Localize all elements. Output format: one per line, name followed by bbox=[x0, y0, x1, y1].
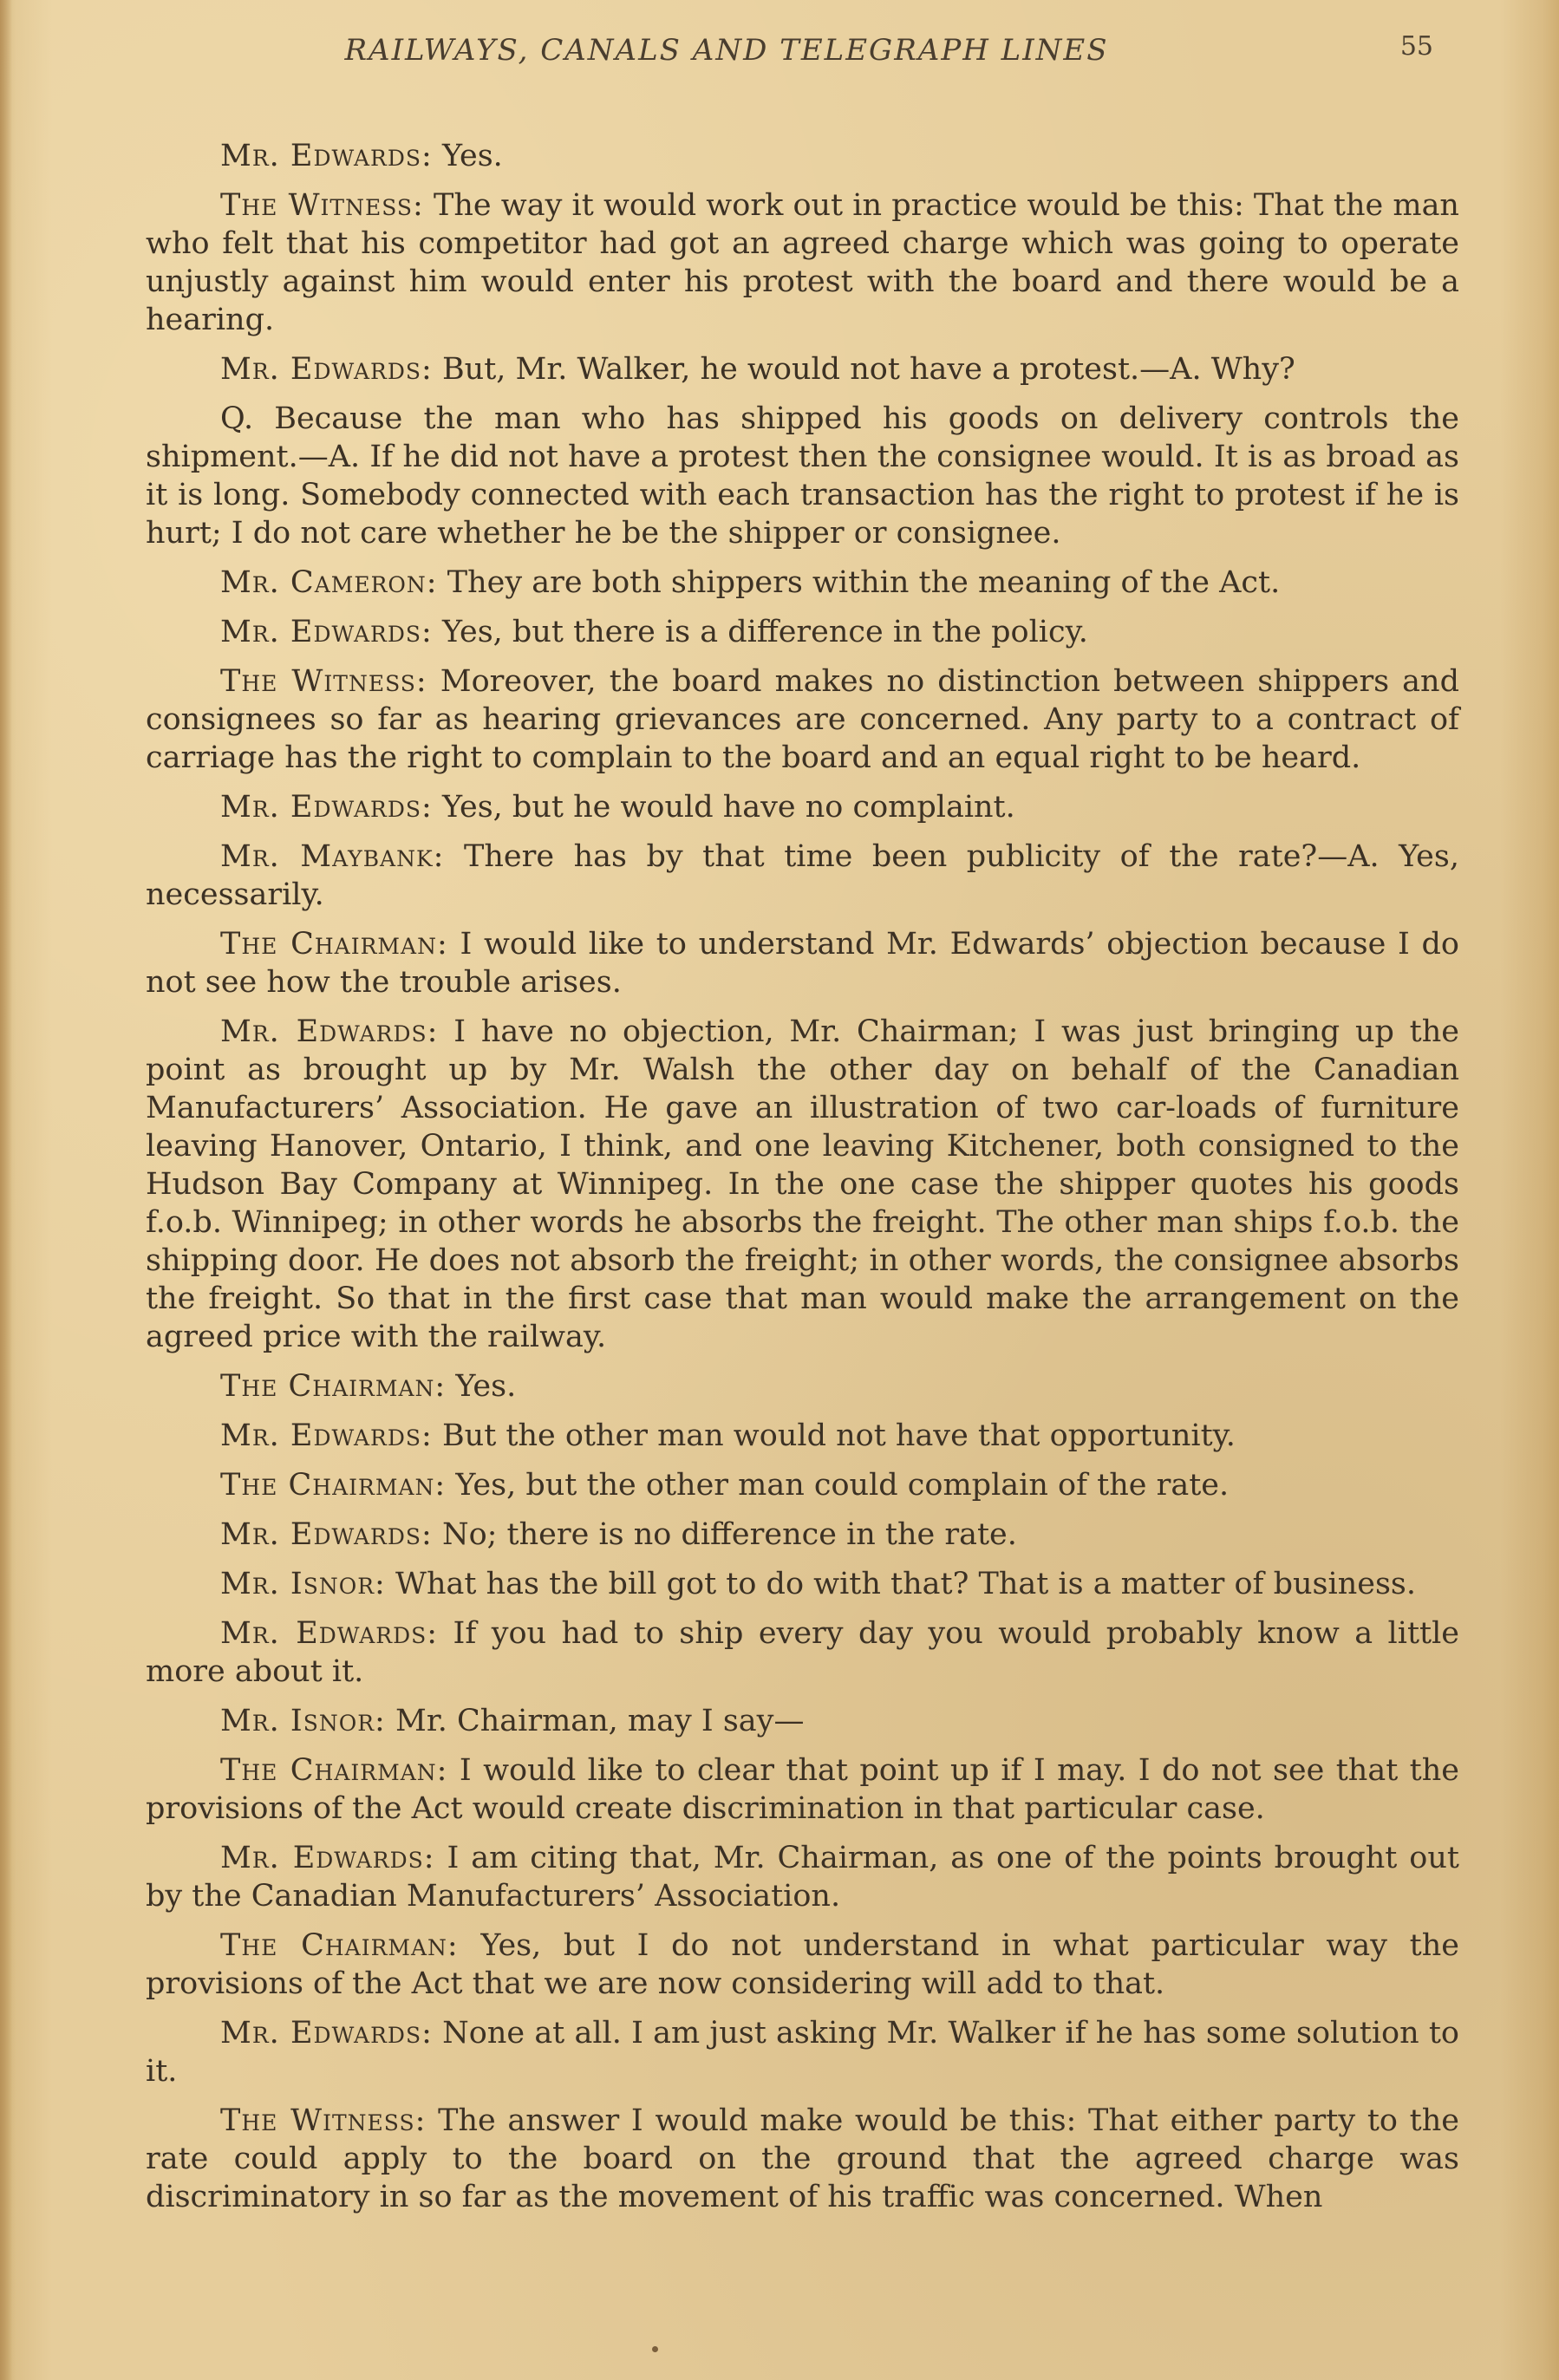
page-number: 55 bbox=[1399, 31, 1433, 62]
transcript-paragraph bbox=[146, 1751, 1459, 1828]
transcript-paragraph bbox=[146, 925, 1459, 1001]
transcript-paragraph bbox=[146, 1839, 1459, 1915]
speaker-label: Mr. Edwards: bbox=[220, 1014, 439, 1049]
paragraph-text: The way it would work out in practice would be this: That the man who felt that his competitor had got an agreed charge which was going to operate unjustly against him would enter his protest with the board and there would be a hearing. bbox=[146, 188, 1459, 337]
paragraph-text: No; there is no difference in the rate. bbox=[441, 1517, 1017, 1552]
paragraph-text: I would like to clear that point up if I may. I do not see that the provisions of the Act would create discrimination in that particular case. bbox=[146, 1753, 1459, 1826]
transcript-paragraph bbox=[146, 2014, 1459, 2090]
transcript-paragraph bbox=[146, 1565, 1459, 1603]
transcript-paragraph bbox=[146, 564, 1459, 602]
transcript-paragraph bbox=[146, 1013, 1459, 1356]
speaker-label: Mr. Edwards: bbox=[220, 139, 433, 173]
running-head: RAILWAYS, CANALS AND TELEGRAPH LINES bbox=[344, 33, 1109, 68]
speaker-label: The Witness: bbox=[220, 2103, 427, 2138]
transcript-paragraph bbox=[146, 838, 1459, 914]
paragraph-text: I am citing that, Mr. Chairman, as one of the points brought out by the Canadian Manufacturers’ Association. bbox=[146, 1841, 1459, 1914]
transcript-paragraph bbox=[146, 1516, 1459, 1554]
speaker-label: The Witness: bbox=[220, 188, 424, 223]
speaker-label: The Chairman: bbox=[220, 1468, 447, 1503]
paragraph-text: There has by that time been publicity of the rate?—A. Yes, necessarily. bbox=[146, 839, 1459, 912]
speaker-label: The Chairman: bbox=[220, 1928, 459, 1963]
transcript-paragraph bbox=[146, 137, 1459, 175]
document-page bbox=[146, 31, 1459, 2227]
paragraph-text: The answer I would make would be this: That either party to the rate could apply to the board on the ground that the agreed charge was discriminatory in so far as the movement of his traffic was concerned. When bbox=[146, 2103, 1459, 2214]
page-edge-shadow bbox=[0, 0, 12, 2380]
transcript-paragraph bbox=[146, 186, 1459, 339]
paragraph-text: Q. Because the man who has shipped his goods on delivery controls the shipment.—A. If he did not have a protest then the consignee would. It is as broad as it is long. Somebody connected with each transaction has the right to protest if he is hurt; I do not care whether he be the shipper or consignee. bbox=[146, 401, 1459, 551]
page-header bbox=[146, 31, 1459, 83]
speaker-label: Mr. Edwards: bbox=[220, 2016, 433, 2051]
transcript-paragraph bbox=[146, 1367, 1459, 1405]
speaker-label: The Chairman: bbox=[220, 927, 448, 962]
paragraph-text: But the other man would not have that opportunity. bbox=[441, 1418, 1236, 1453]
transcript-paragraph bbox=[146, 1927, 1459, 2003]
speaker-label: Mr. Edwards: bbox=[220, 1517, 433, 1552]
paragraph-text: I would like to understand Mr. Edwards’ objection because I do not see how the trouble arises. bbox=[146, 927, 1459, 1000]
speaker-label: Mr. Edwards: bbox=[220, 790, 433, 825]
speaker-label: Mr. Cameron: bbox=[220, 565, 438, 600]
speaker-label: The Chairman: bbox=[220, 1753, 448, 1788]
transcript-paragraph bbox=[146, 400, 1459, 552]
paragraph-text: Mr. Chairman, may I say— bbox=[395, 1704, 805, 1738]
paragraph-text: None at all. I am just asking Mr. Walker if he has some solution to it. bbox=[146, 2016, 1459, 2089]
transcript-paragraph bbox=[146, 662, 1459, 777]
transcript-paragraph bbox=[146, 788, 1459, 826]
speaker-label: Mr. Isnor: bbox=[220, 1704, 386, 1738]
paragraph-text: Yes, but I do not understand in what particular way the provisions of the Act that we are now considering will add to that. bbox=[146, 1928, 1459, 2001]
transcript-paragraph bbox=[146, 350, 1459, 388]
transcript-paragraph bbox=[146, 1466, 1459, 1504]
transcript-paragraph bbox=[146, 1417, 1459, 1455]
paragraph-text: Yes. bbox=[455, 1369, 517, 1404]
transcript-paragraph bbox=[146, 1614, 1459, 1691]
transcript-paragraph bbox=[146, 613, 1459, 651]
paragraph-text: I have no objection, Mr. Chairman; I was just bringing up the point as brought up by Mr. Walsh the other day on behalf of the Canadian Manufacturers’ Association. He gave an illustration of two car-loads of furniture leaving Hanover, Ontario, I think, and one leaving Kitchener, both consigned to the Hudson Bay Company at Winnipeg. In the one case the shipper quotes his goods f.o.b. Winnipeg; in other words he absorbs the freight. The other man ships f.o.b. the shipping door. He does not absorb the freight; in other words, the consignee absorbs the freight. So that in the first case that man would make the arrangement on the agreed price with the railway. bbox=[146, 1014, 1459, 1354]
speaker-label: Mr. Edwards: bbox=[220, 1841, 435, 1875]
paragraph-text: What has the bill got to do with that? That is a matter of business. bbox=[395, 1567, 1416, 1601]
paragraph-text: Moreover, the board makes no distinction between shippers and consignees so far as hearing grievances are concerned. Any party to a contract of carriage has the right to complain to the board and an equal right to be heard. bbox=[146, 664, 1459, 775]
transcript-paragraph bbox=[146, 1702, 1459, 1740]
speaker-label: Mr. Edwards: bbox=[220, 615, 433, 649]
paragraph-text: Yes, but he would have no complaint. bbox=[441, 790, 1015, 825]
transcript-paragraph bbox=[146, 2102, 1459, 2216]
paragraph-text: They are both shippers within the meaning of the Act. bbox=[447, 565, 1281, 600]
speaker-label: Mr. Maybank: bbox=[220, 839, 445, 874]
speaker-label: Mr. Edwards: bbox=[220, 1616, 439, 1651]
paragraph-text: Yes. bbox=[441, 139, 503, 173]
paragraph-text: Yes, but the other man could complain of the rate. bbox=[455, 1468, 1230, 1503]
speaker-label: Mr. Edwards: bbox=[220, 1418, 433, 1453]
paper-blemish bbox=[652, 2346, 658, 2352]
speaker-label: Mr. Isnor: bbox=[220, 1567, 386, 1601]
speaker-label: The Chairman: bbox=[220, 1369, 447, 1404]
paragraph-text: If you had to ship every day you would probably know a little more about it. bbox=[146, 1616, 1459, 1689]
paragraph-text: Yes, but there is a difference in the policy. bbox=[441, 615, 1088, 649]
transcript-body bbox=[146, 137, 1459, 2216]
paragraph-text: But, Mr. Walker, he would not have a protest.—A. Why? bbox=[441, 352, 1295, 387]
speaker-label: Mr. Edwards: bbox=[220, 352, 433, 387]
speaker-label: The Witness: bbox=[220, 664, 427, 699]
